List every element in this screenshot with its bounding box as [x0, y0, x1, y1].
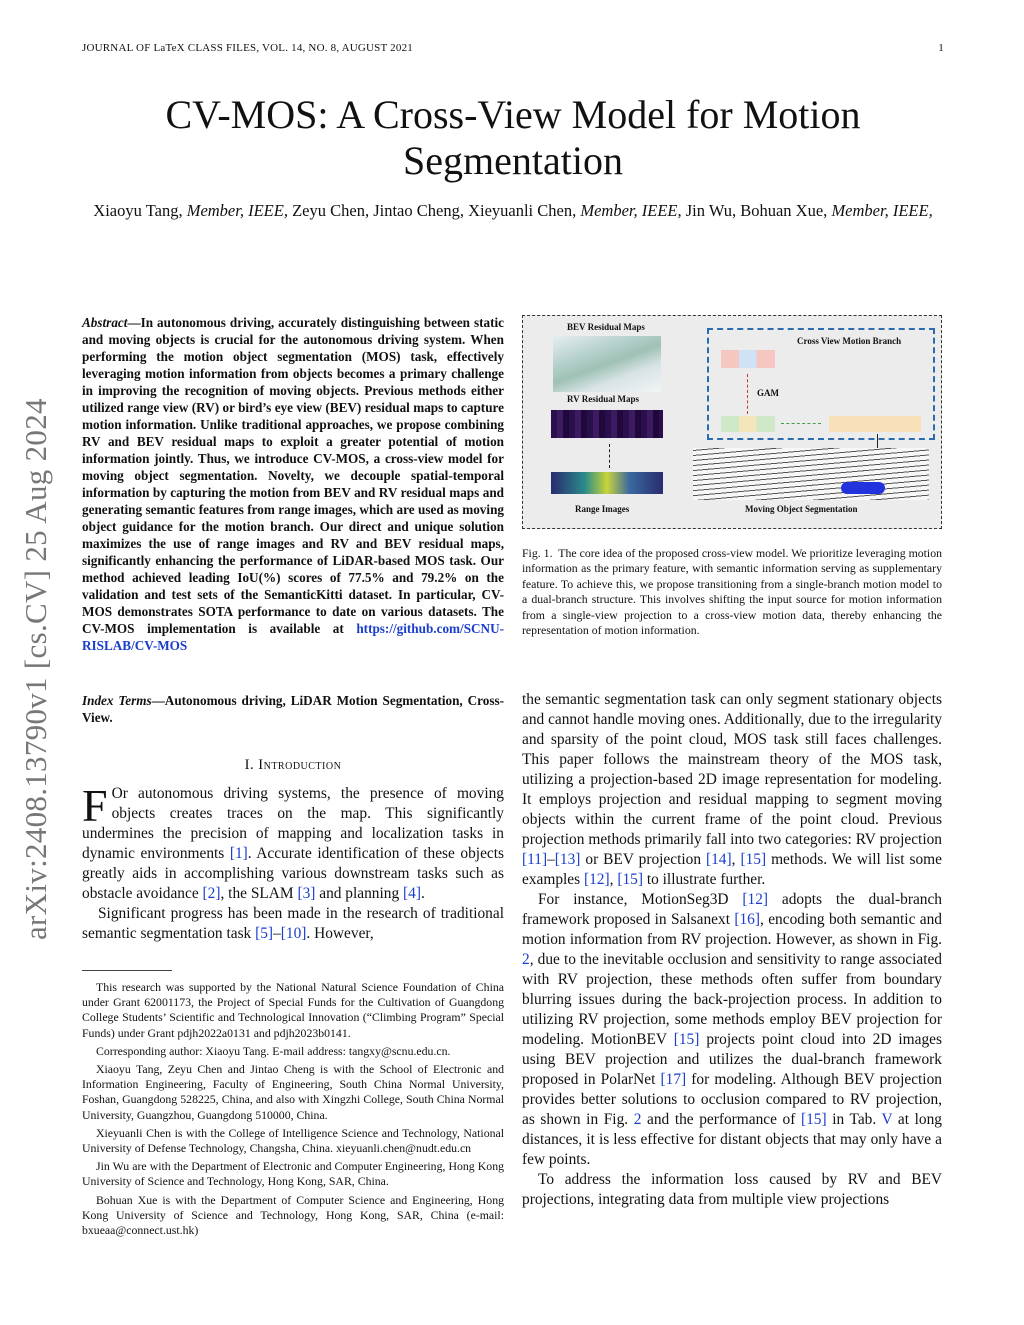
rv-residual-map-image [551, 410, 663, 438]
output-block [829, 416, 921, 432]
drop-cap: F [82, 780, 108, 831]
caption-text: The core idea of the proposed cross-view model. We prioritize leveraging motion information as the primary feature, with semantic information serving as supplementary feature. To achieve this, we propose transitioning from a single-branch motion model to a dual-branch structure. This involves shifting the input source for motion information from a single-view projection to a cross-view motion data, thereby enhancing the representation of motion information. [522, 546, 943, 638]
feature-block-bottom [721, 416, 775, 432]
figure-ref-link[interactable]: 2 [633, 1111, 642, 1128]
page-number: 1 [938, 42, 944, 54]
moving-object-blob [841, 482, 885, 494]
index-terms-label: Index Terms [82, 693, 152, 708]
author-name: Xiaoyu Tang, [93, 201, 183, 220]
feature-block-top [721, 350, 775, 368]
bev-residual-map-image [553, 336, 661, 392]
abstract-label: Abstract [82, 315, 128, 330]
journal-name: JOURNAL OF LaTeX CLASS FILES, VOL. 14, NO. 8, AUGUST 2021 [82, 42, 413, 54]
output-arrow [877, 434, 878, 448]
gam-label: GAM [757, 388, 779, 398]
abstract-text: —In autonomous driving, accurately distinguishing between static and moving objects is crucial for the autonomous driving system. When performing the motion object segmentation (MOS) task, effectively leveraging motion information from objects becomes a primary challenge in improving the recognition of moving objects. Previous methods either utilized range view (RV) or bird’s eye view (BEV) residual maps to capture motion information. Unlike traditional approaches, we propose combining RV and BEV residual maps to exploit a greater potential of motion information jointly. Thus, we introduce CV-MOS, a cross-view model for moving object segmentation. Novelty, we decouple spatial-temporal information by capturing the motion from BEV and RV residual maps and generating semantic features from range images, which are used as moving object guidance for the motion branch. Our direct and unique solution maximizes the use of range images and RV and BEV residual maps, significantly enhancing the performance of LiDAR-based MOS task. Our method achieved leading IoU(%) scores of 77.5% and 79.2% on the validation and test sets of the SemanticKitti dataset. In particular, CV-MOS demonstrates SOTA performance to date on various datasets. The CV-MOS implementation is available at [82, 315, 504, 636]
citation-link[interactable]: [15] [740, 851, 767, 868]
citation-link[interactable]: [14] [705, 851, 732, 868]
right-column-text: the semantic segmentation task can only segment stationary objects and cannot handle moving ones. Additionally, due to the irregularity and sparsity of the point cloud, MOS task still faces challenges. This paper follows the mainstream theory of the MOS task, utilizing a projection-based 2D image representation for modeling. It employs projection and residual mapping to segment moving objects within the current frame of the point cloud. Previous projection methods primarily fall into two categories: RV projection [11]–[13] or BEV projection [14], [15] methods. We will list some examples [12], [15] to illustrate further. For instance, MotionSeg3D [12] adopts the dual-branch framework proposed in Salsanext [16], encoding both semantic and motion information from RV projection. However, as shown in Fig. 2, due to the inevitable occlusion and sensitivity to range associated with RV projection, these methods often suffer from boundary blurring issues during the back-projection process. In addition to utilizing RV projection, some methods employ BEV projection for modeling. MotionBEV [15] projects point cloud into 2D images using BEV projection and utilizes the dual-branch framework proposed in PolarNet [17] for modeling. Although BEV projection provides better solutions to occlusion compared to RV projection, as shown in Fig. 2 and the performance of [15] in Tab. V at long distances, it is less effective for distant objects that may only have a few points. To address the information loss caused by RV and BEV projections, integrating data from multiple view projections [522, 691, 943, 1208]
footnote: Jin Wu are with the Department of Electronic and Computer Engineering, Hong Kong University of Science and Technology, Hong Kong, SAR, China. [82, 1159, 504, 1189]
footnote: Corresponding author: Xiaoyu Tang. E-mail address: tangxy@scnu.edu.cn. [96, 1043, 451, 1058]
author-name: Jin Wu, Bohuan Xue, [685, 201, 828, 220]
author-membership: Member, IEEE, [186, 201, 288, 220]
bev-label: BEV Residual Maps [567, 322, 645, 332]
citation-link[interactable]: [15] [673, 1031, 700, 1048]
citation-link[interactable]: [15] [800, 1111, 827, 1128]
citation-link[interactable]: [1] [229, 845, 248, 862]
author-list [82, 200, 944, 222]
citation-link[interactable]: [2] [202, 885, 221, 902]
citation-link[interactable]: [13] [554, 851, 581, 868]
up-arrow [609, 444, 610, 468]
footnote: Xiaoyu Tang, Zeyu Chen and Jintao Cheng is with the School of Electronic and Information Engineering, Faculty of Engineering, South China Normal University, Foshan, Guangdong 528225, China, and also with Xingzhi College, South China Normal University, Guangzhou, Guangdong 510000, China. [82, 1062, 504, 1122]
figure-ref-link[interactable]: 2 [522, 951, 530, 968]
caption-label: Fig. 1. [522, 546, 553, 560]
table-ref-link[interactable]: V [881, 1111, 893, 1128]
citation-link[interactable]: [12] [742, 891, 769, 908]
footnote-rule [82, 970, 172, 971]
gam-arrow [747, 374, 748, 414]
citation-link[interactable]: [10] [280, 925, 307, 942]
citation-link[interactable]: [17] [660, 1071, 687, 1088]
author-membership: Member, IEEE, [831, 201, 933, 220]
branch-label: Cross View Motion Branch [797, 336, 902, 346]
citation-link[interactable]: [15] [617, 871, 643, 888]
citation-link[interactable]: [12] [583, 871, 610, 888]
rv-label: RV Residual Maps [567, 394, 640, 404]
paper-title: CV-MOS: A Cross-View Model for Motion Segmentation [165, 92, 861, 183]
running-head [82, 42, 944, 54]
arxiv-stamp: arXiv:2408.13790v1 [cs.CV] 25 Aug 2024 [18, 398, 53, 940]
citation-link[interactable]: [4] [403, 885, 421, 902]
segmentation-output-image [693, 448, 929, 500]
footnote: This research was supported by the National Natural Science Foundation of China under Grant 62001173, the Project of Special Funds for the Cultivation of Guangdong College Students’ Scientific and Technological Innovation (“Climbing Program” Special Funds) under Grant pdjh2022a0131 and pdjh2023b0141. [82, 980, 504, 1040]
github-link[interactable]: https://github.com/SCNU-RISLAB/CV-MOS [82, 621, 504, 653]
footnote: Bohuan Xue is with the Department of Computer Science and Engineering, Hong Kong University of Science and Technology, Hong Kong, SAR, China (e-mail: bxueaa@connect.ust.hk) [82, 1192, 504, 1238]
citation-link[interactable]: [11] [522, 851, 548, 868]
green-arrow [781, 423, 821, 424]
citation-link[interactable]: [16] [734, 911, 760, 928]
range-image [551, 472, 663, 494]
author-name: Zeyu Chen, Jintao Cheng, Xieyuanli Chen, [292, 201, 577, 220]
section-title: Introduction [258, 757, 342, 773]
range-images-label: Range Images [575, 504, 630, 514]
citation-link[interactable]: [5] [255, 925, 274, 942]
figure-caption [522, 546, 942, 638]
index-terms-text: —Autonomous driving, LiDAR Motion Segmentation, Cross-View. [82, 693, 504, 725]
author-membership: Member, IEEE, [580, 201, 682, 220]
output-label: Moving Object Segmentation [745, 504, 858, 514]
index-terms [82, 692, 504, 726]
citation-link[interactable]: [3] [297, 885, 316, 902]
section-heading [82, 757, 504, 774]
section-number: I. [244, 757, 259, 773]
footnotes [82, 980, 504, 1241]
introduction-text: F Or autonomous driving systems, the presence of moving objects creates traces on the map. This significantly undermines the precision of mapping and localization tasks in dynamic environments [1]. Accurate identification of these objects greatly aids in accomplishing various downstream tasks such as obstacle avoidance [2], the SLAM [3] and planning [4]. Significant progress has been made in the research of traditional semantic segmentation task [5]–[10]. However, [82, 780, 504, 942]
abstract [82, 314, 504, 654]
footnote: Xieyuanli Chen is with the College of Intelligence Science and Technology, National University of Defense Technology, Changsha, China. xieyuanli.chen@nudt.edu.cn [82, 1125, 504, 1156]
figure-1 [522, 315, 942, 529]
